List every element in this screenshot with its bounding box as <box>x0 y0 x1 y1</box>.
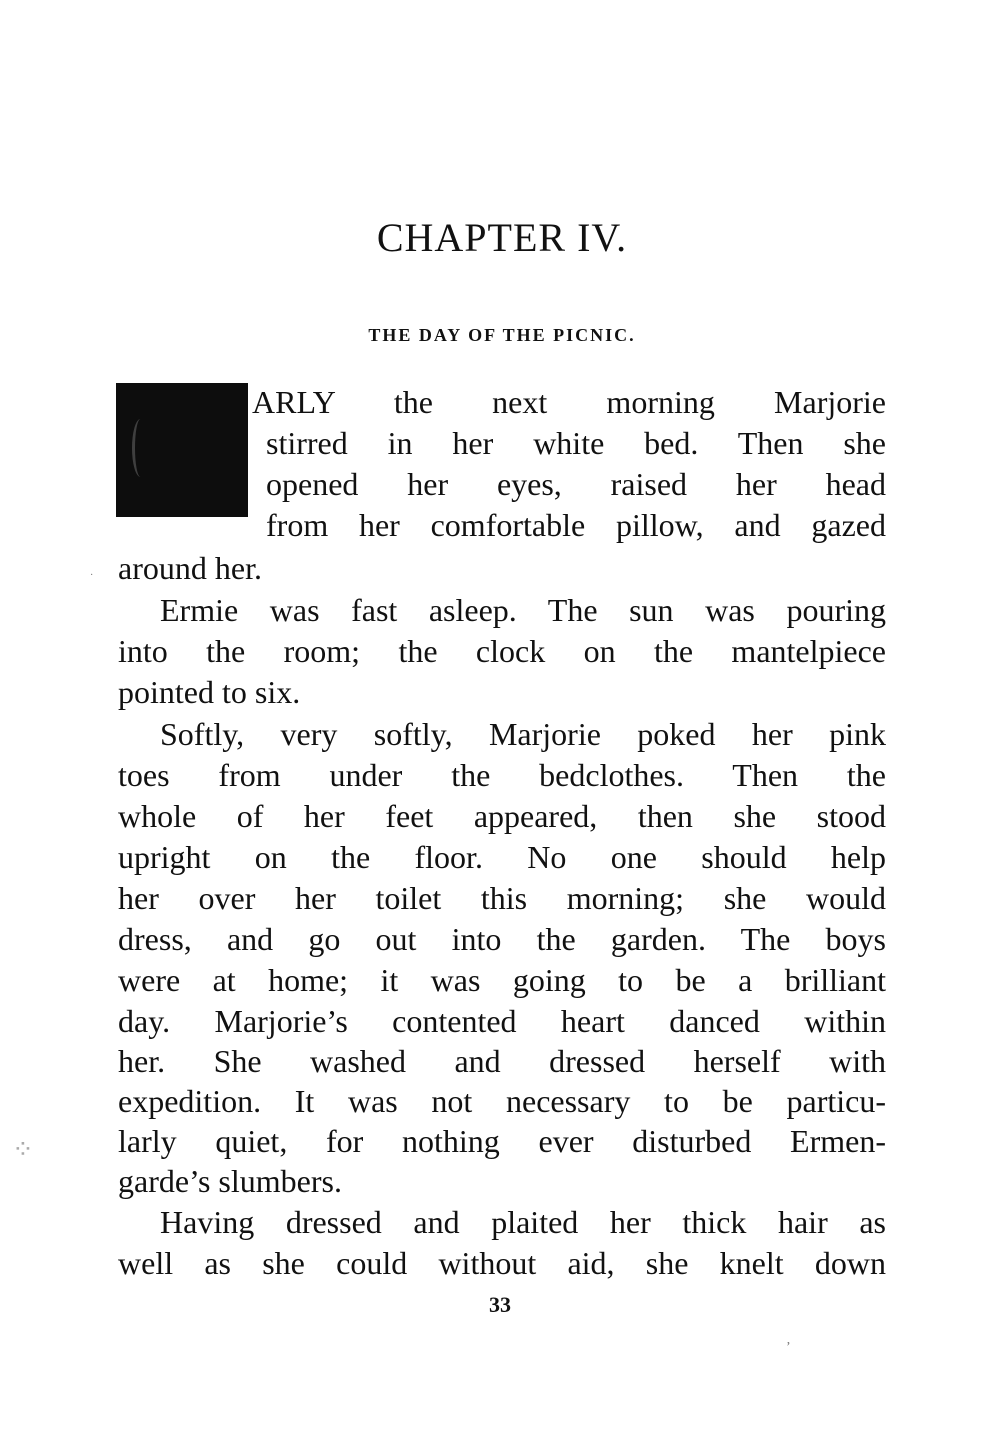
text-line: into the room; the clock on the mantelpiece <box>118 633 886 669</box>
drop-cap-initial <box>116 383 248 517</box>
text-line: Ermie was fast asleep. The sun was pouring <box>160 592 886 628</box>
text-line: were at home; it was going to be a brilliant <box>118 962 886 998</box>
text-line: garde’s slumbers. <box>118 1163 342 1199</box>
text-line: toes from under the bedclothes. Then the <box>118 757 886 793</box>
text-line: pointed to six. <box>118 674 301 710</box>
text-line: stirred in her white bed. Then she <box>266 425 886 461</box>
drop-cap-ornament <box>132 419 149 477</box>
chapter-subtitle: THE DAY OF THE PICNIC. <box>368 325 636 345</box>
text-line: ARLY the next morning Marjorie <box>252 384 886 420</box>
text-line: from her comfortable pillow, and gazed <box>266 507 886 543</box>
text-line: dress, and go out into the garden. The boys <box>118 921 886 957</box>
text-line: Having dressed and plaited her thick hair as <box>160 1204 886 1240</box>
text-line: larly quiet, for nothing ever disturbed Ermen- <box>118 1123 886 1159</box>
text-line: whole of her feet appeared, then she stood <box>118 798 886 834</box>
text-line: well as she could without aid, she knelt down <box>118 1245 886 1281</box>
print-speck: · <box>90 570 94 581</box>
page-number: 33 <box>489 1292 511 1317</box>
text-line: Softly, very softly, Marjorie poked her pink <box>160 716 886 752</box>
chapter-title: CHAPTER IV. <box>376 215 628 260</box>
text-line: her over her toilet this morning; she would <box>118 880 886 916</box>
print-speck: ʼ <box>786 1340 791 1355</box>
text-line: her. She washed and dressed herself with <box>118 1043 886 1079</box>
text-line: upright on the floor. No one should help <box>118 839 886 875</box>
text-line: opened her eyes, raised her head <box>266 466 886 502</box>
text-line: day. Marjorie’s contented heart danced within <box>118 1003 886 1039</box>
print-speck: ⁘ <box>12 1135 34 1164</box>
text-line: around her. <box>118 550 262 586</box>
text-line: expedition. It was not necessary to be particu- <box>118 1083 886 1119</box>
